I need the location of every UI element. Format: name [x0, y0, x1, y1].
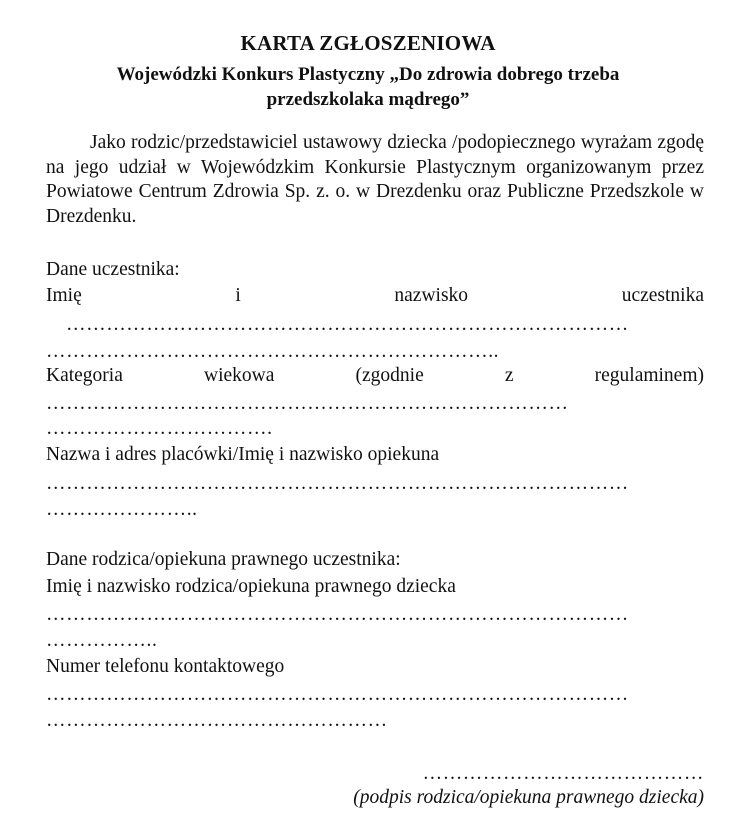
age-category-label: [46, 364, 704, 388]
signature-field[interactable]: ……………………………………: [422, 763, 704, 784]
institution-field-line-1[interactable]: ……………………………………………………………………………: [46, 473, 629, 494]
institution-field-line-2[interactable]: …………………..: [46, 499, 198, 520]
participant-heading: Dane uczestnika:: [46, 259, 180, 280]
competition-name: Wojewódzki Konkurs Plastyczny „Do zdrowia dobrego trzeba przedszkolaka mądrego”: [116, 64, 620, 110]
parent-heading: Dane rodzica/opiekuna prawnego uczestnika:: [46, 549, 401, 570]
phone-field-line-1[interactable]: ……………………………………………………………………………: [46, 684, 629, 705]
parent-name-field-line-2[interactable]: ……………..: [46, 630, 158, 651]
phone-field-line-2[interactable]: ……………………………………………: [46, 710, 388, 731]
participant-name-label: [46, 284, 704, 308]
participant-name-label-word: Imię: [46, 285, 82, 306]
signature-caption: (podpis rodzica/opiekuna prawnego dziecka): [353, 787, 704, 808]
parent-name-field-line-1[interactable]: ……………………………………………………………………………: [46, 604, 629, 625]
age-category-label-word: Kategoria: [46, 365, 123, 386]
age-category-field-line-2[interactable]: …………………………….: [46, 418, 273, 439]
age-category-label-word: z: [504, 365, 514, 386]
parent-name-label: Imię i nazwisko rodzica/opiekuna prawnego dziecka: [46, 576, 456, 597]
participant-name-label-word: uczestnika: [621, 285, 704, 306]
age-category-label-word: regulaminem): [594, 365, 704, 386]
phone-label: Numer telefonu kontaktowego: [46, 656, 285, 677]
participant-name-label-word: nazwisko: [394, 285, 469, 306]
participant-name-label-word: i: [235, 285, 241, 306]
consent-text: Jako rodzic/przedstawiciel ustawowy dziecka /podopiecznego wyrażam zgodę na jego udział w Wojewódzkim Konkursie Plastycznym organizowanym przez Powiatowe Centrum Zdrowia Sp. z. o. w Drezdenku oraz Publiczne Przedszkole w Drezdenku.: [46, 132, 704, 227]
form-title: KARTA ZGŁOSZENIOWA: [240, 31, 496, 55]
participant-name-field-line-2[interactable]: …………………………………………………………..: [46, 341, 500, 362]
age-category-field-line-1[interactable]: ……………………………………………………………………: [46, 393, 569, 414]
participant-name-field-line-1[interactable]: …………………………………………………………………………: [66, 314, 629, 335]
age-category-label-word: (zgodnie: [355, 365, 424, 386]
age-category-label-word: wiekowa: [204, 365, 275, 386]
institution-label: Nazwa i adres placówki/Imię i nazwisko opiekuna: [46, 444, 440, 465]
consent-paragraph: [46, 131, 704, 229]
